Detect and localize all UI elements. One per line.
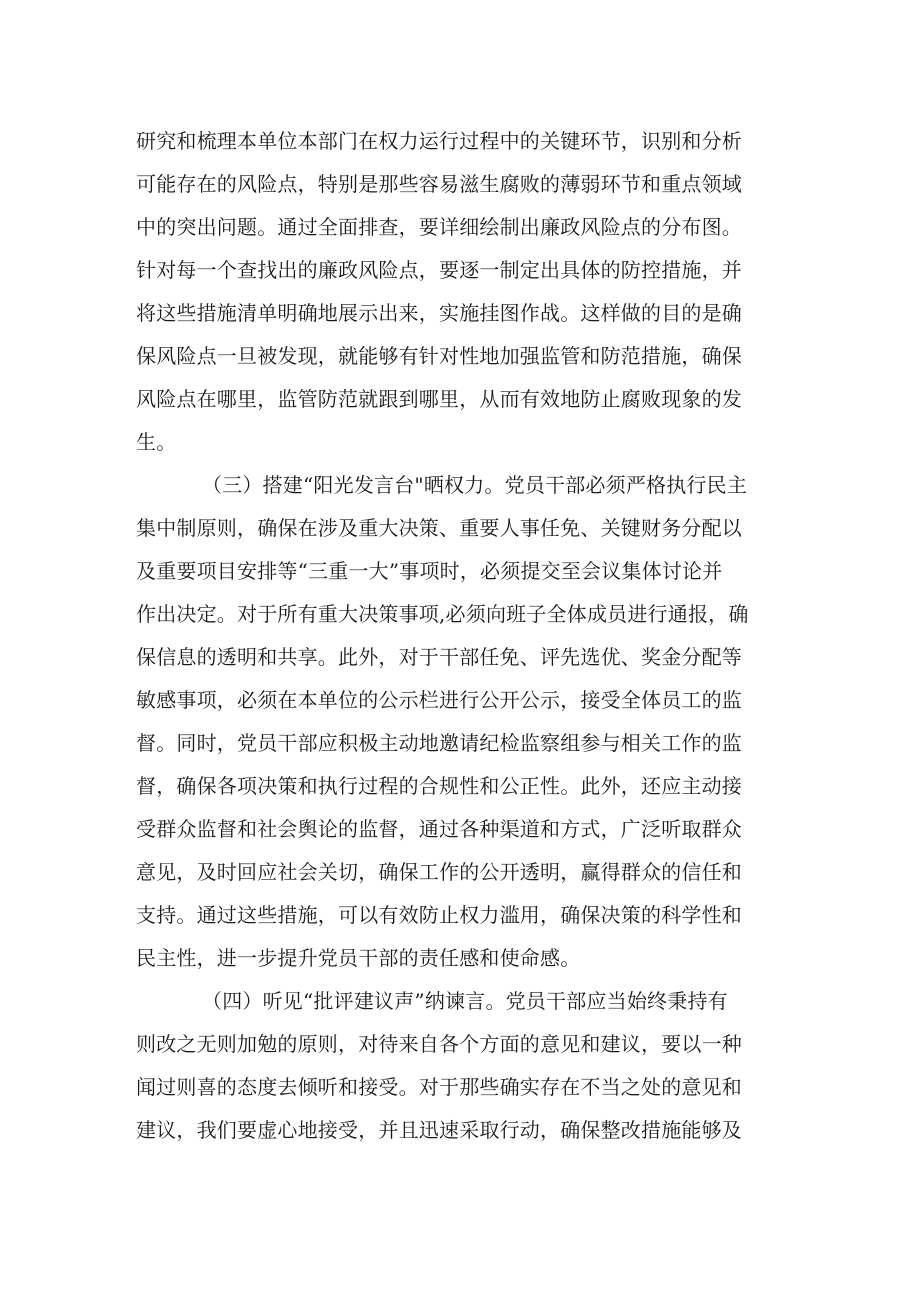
text-line: 研究和梳理本单位本部门在权力运行过程中的关键环节，识别和分析 — [136, 129, 742, 153]
text-line: 作出决定。对于所有重大决策事项,必须向班子全体成员进行通报，确 — [136, 602, 749, 626]
text-line: 敏感事项，必须在本单位的公示栏进行公开公示，接受全体员工的监 — [136, 688, 742, 712]
text-line: 将这些措施清单明确地展示出来，实施挂图作战。这样做的目的是确 — [136, 301, 742, 325]
paragraph-risk-points — [136, 120, 792, 464]
text-line: 中的突出问题。通过全面排查，要详细绘制出廉政风险点的分布图。 — [136, 215, 742, 239]
text-line: 则改之无则加勉的原则，对待来自各个方面的意见和建议，要以一种 — [136, 1032, 742, 1056]
text-line: 闻过则喜的态度去倾听和接受。对于那些确实存在不当之处的意见和 — [136, 1075, 742, 1099]
text-line: 及重要项目安排等“三重一大”事项时，必须提交至会议集体讨论并 — [136, 559, 723, 583]
paragraph-sunshine-platform — [136, 464, 792, 980]
text-line: 建议，我们要虚心地接受，并且迅速采取行动，确保整改措施能够及 — [136, 1118, 742, 1142]
text-line: 保信息的透明和共享。此外，对于干部任免、评先选优、奖金分配等 — [136, 645, 742, 669]
text-line: （四）听见“批评建议声”纳谏言。党员干部应当始终秉持有 — [202, 989, 728, 1013]
text-line: 受群众监督和社会舆论的监督，通过各种渠道和方式，广泛听取群众 — [136, 817, 742, 841]
text-line: 生。 — [136, 430, 177, 454]
text-line: 针对每一个查找出的廉政风险点，要逐一制定出具体的防控措施，并 — [136, 258, 742, 282]
paragraph-criticism-suggestions — [136, 980, 792, 1152]
text-line: 意见，及时回应社会关切，确保工作的公开透明，赢得群众的信任和 — [136, 860, 742, 884]
text-line: 风险点在哪里，监管防范就跟到哪里，从而有效地防止腐败现象的发 — [136, 387, 742, 411]
text-line: 集中制原则，确保在涉及重大决策、重要人事任免、关键财务分配以 — [136, 516, 742, 540]
text-line: 可能存在的风险点，特别是那些容易滋生腐败的薄弱环节和重点领域 — [136, 172, 742, 196]
text-line: 民主性，进一步提升党员干部的责任感和使命感。 — [136, 946, 581, 970]
text-line: 支持。通过这些措施，可以有效防止权力滥用，确保决策的科学性和 — [136, 903, 742, 927]
text-line: 督。同时，党员干部应积极主动地邀请纪检监察组参与相关工作的监 — [136, 731, 742, 755]
text-line: （三）搭建“阳光发言台"晒权力。党员干部必须严格执行民主 — [202, 473, 748, 497]
text-line: 督，确保各项决策和执行过程的合规性和公正性。此外，还应主动接 — [136, 774, 742, 798]
text-line: 保风险点一旦被发现，就能够有针对性地加强监管和防范措施，确保 — [136, 344, 742, 368]
